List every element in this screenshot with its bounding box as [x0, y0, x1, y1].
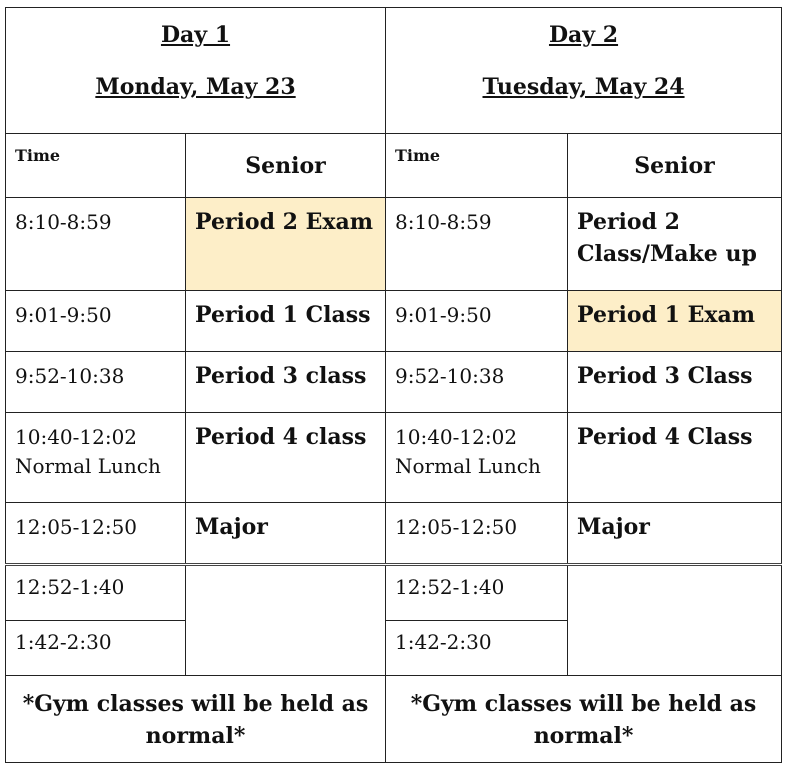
day1-lunch-note: Normal Lunch [15, 454, 161, 478]
day1-time-cell [6, 413, 186, 503]
day2-senior-cell: Period 4 Class [568, 413, 782, 503]
day1-time-cell: 1:42-2:30 [6, 621, 186, 676]
day1-senior-cell: Period 1 Class [186, 291, 386, 352]
day2-time-cell: 12:52-1:40 [386, 565, 568, 621]
day1-time-cell: 9:01-9:50 [6, 291, 186, 352]
day1-time-range: 10:40-12:02 [15, 425, 138, 449]
day2-senior-cell: Period 2 Class/Make up [568, 198, 782, 291]
day2-time-cell: 8:10-8:59 [386, 198, 568, 291]
table-row [6, 413, 782, 503]
day1-time-cell: 12:52-1:40 [6, 565, 186, 621]
day1-time-cell: 8:10-8:59 [6, 198, 186, 291]
table-row [6, 565, 782, 621]
day2-time-header: Time [386, 134, 568, 198]
day1-title: Day 1 [160, 22, 231, 48]
day1-senior-cell: Major [186, 503, 386, 565]
day2-senior-cell: Period 1 Exam [568, 291, 782, 352]
note-row [6, 676, 782, 763]
day2-gym-note: *Gym classes will be held as normal* [386, 676, 782, 763]
exam-schedule-table [5, 7, 782, 763]
day2-time-cell: 9:52-10:38 [386, 352, 568, 413]
day1-empty-cell [186, 565, 386, 676]
table-row [6, 198, 782, 291]
day1-senior-cell: Period 4 class [186, 413, 386, 503]
day1-date: Monday, May 23 [95, 74, 296, 100]
day1-gym-note: *Gym classes will be held as normal* [6, 676, 386, 763]
day2-senior-cell: Major [568, 503, 782, 565]
table-row [6, 352, 782, 413]
table-row [6, 503, 782, 565]
day2-senior-cell: Period 3 Class [568, 352, 782, 413]
day1-time-cell: 12:05-12:50 [6, 503, 186, 565]
day2-time-cell [386, 413, 568, 503]
day2-date: Tuesday, May 24 [482, 74, 685, 100]
day1-senior-cell: Period 2 Exam [186, 198, 386, 291]
day2-empty-cell [568, 565, 782, 676]
day2-header [386, 8, 782, 134]
day2-time-cell: 1:42-2:30 [386, 621, 568, 676]
day2-time-cell: 12:05-12:50 [386, 503, 568, 565]
day1-senior-header: Senior [186, 134, 386, 198]
day2-time-range: 10:40-12:02 [395, 425, 518, 449]
day1-time-cell: 9:52-10:38 [6, 352, 186, 413]
day-header-row [6, 8, 782, 134]
table-row [6, 291, 782, 352]
day2-senior-header: Senior [568, 134, 782, 198]
day1-time-header: Time [6, 134, 186, 198]
day2-time-cell: 9:01-9:50 [386, 291, 568, 352]
day1-senior-cell: Period 3 class [186, 352, 386, 413]
column-header-row [6, 134, 782, 198]
day2-lunch-note: Normal Lunch [395, 454, 541, 478]
day1-header [6, 8, 386, 134]
day2-title: Day 2 [548, 22, 619, 48]
